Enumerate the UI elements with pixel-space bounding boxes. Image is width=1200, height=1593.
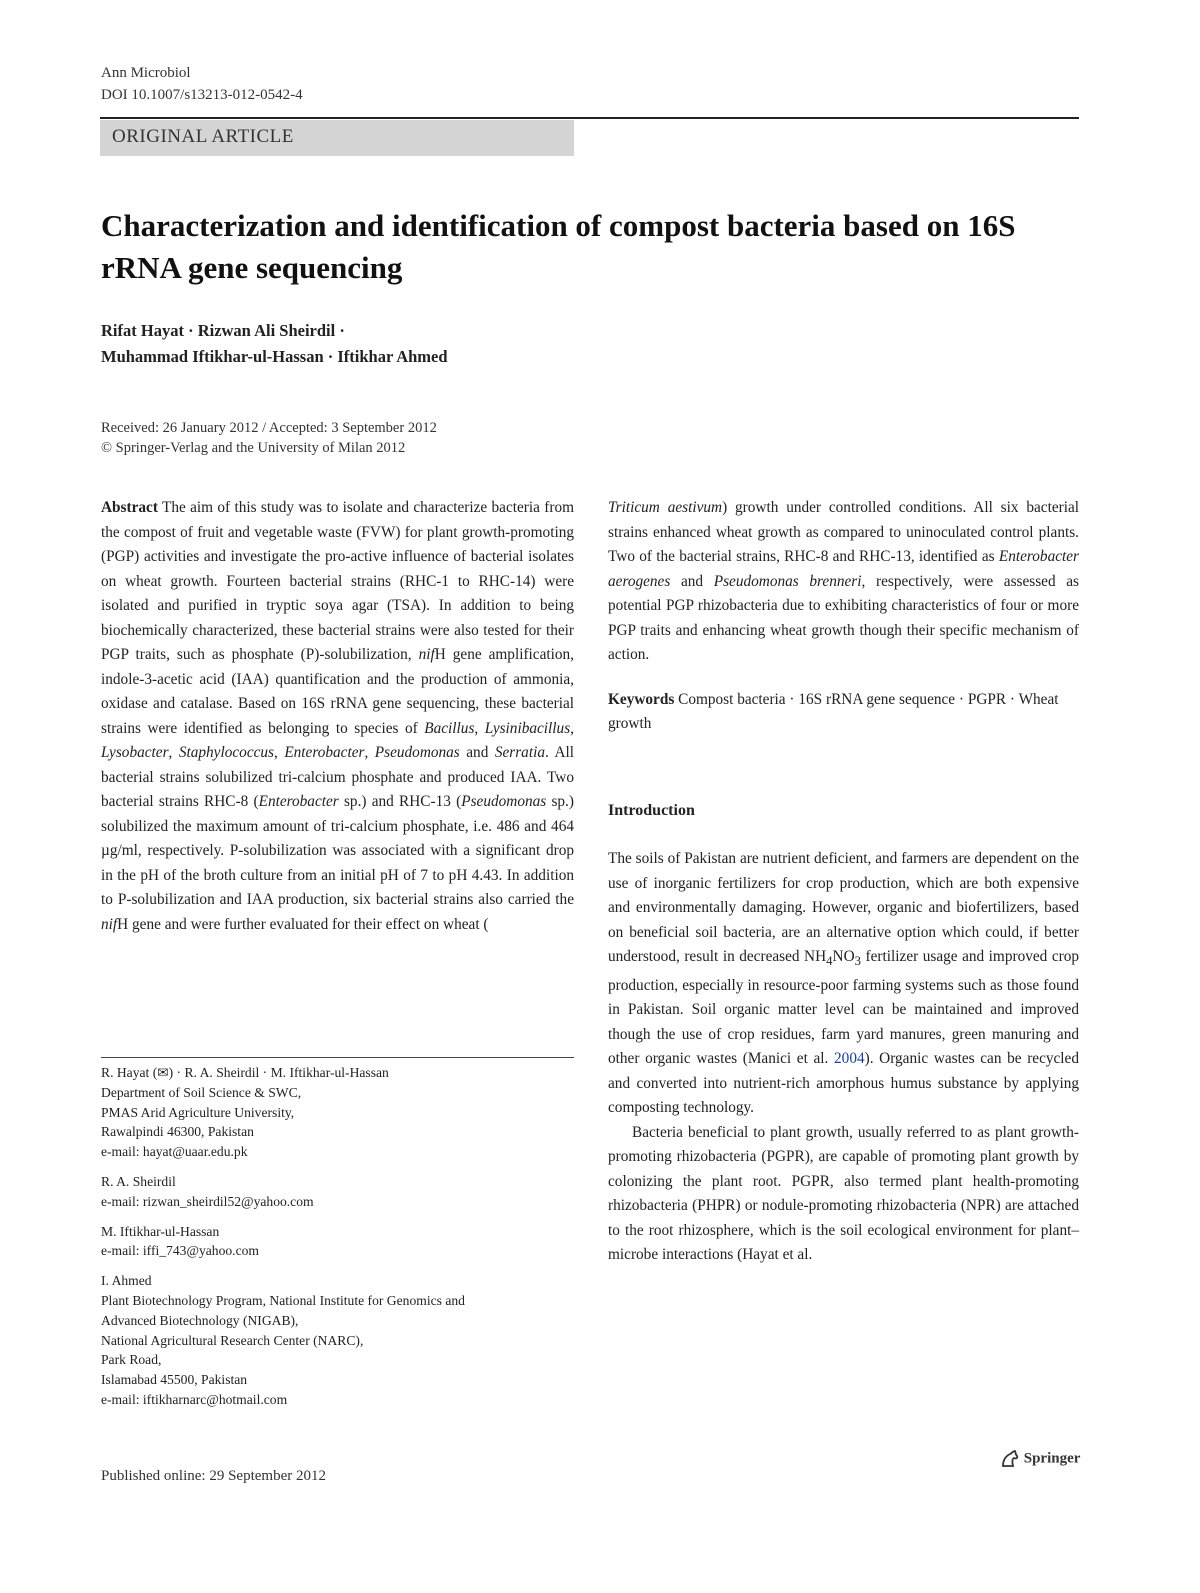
reference-link-manici-2004[interactable]: 2004 — [834, 1050, 865, 1068]
abstract-label: Abstract — [101, 499, 158, 516]
article-type-banner — [100, 120, 574, 156]
received-accepted: Received: 26 January 2012 / Accepted: 3 September 2012 — [101, 420, 437, 436]
springer-logo — [1000, 1450, 1080, 1468]
keywords-label: Keywords — [608, 690, 675, 708]
author-list — [101, 318, 801, 370]
abstract-text: Abstract The aim of this study was to isolate and characterize bacteria from the compost of fruit and vegetable waste (FVW) for plant growth-promoting (PGP) activities and investigate the pro-active influence of bacterial isolates on wheat growth. Fourteen bacterial strains (RHC-1 to RHC-14) were isolated and purified in tryptic soya agar (TSA). In addition to being biochemically characterized, these bacterial strains were also tested for their PGP traits, such as phosphate (P)-solubilization, nifH gene amplification, indole-3-acetic acid (IAA) quantification and the production of ammonia, oxidase and catalase. Based on 16S rRNA gene sequencing, these bacterial strains were identified as belonging to species of Bacillus, Lysinibacillus, Lysobacter, Staphylococcus, Enterobacter, Pseudomonas and Serratia. All bacterial strains solubilized tri-calcium phosphate and produced IAA. Two bacterial strains RHC-8 (Enterobacter sp.) and RHC-13 (Pseudomonas sp.) solubilized the maximum amount of tri-calcium phosphate, i.e. 486 and 464 µg/ml, respectively. P-solubilization was associated with a significant drop in the pH of the broth culture from an initial pH of 7 to pH 4.43. In addition to P-solubilization and IAA production, six bacterial strains also carried the nifH gene and were further evaluated for their effect on wheat ( — [101, 499, 575, 933]
introduction-paragraph-2: Bacteria beneficial to plant growth, usually referred to as plant growth-promoting rhizobacteria (PGPR), are capable of promoting plant growth by colonizing the plant root. PGPR, also termed plant health-promoting rhizobacteria (PHPR) or nodule-promoting rhizobacteria (NPR) are attached to the root rhizosphere, which is the soil ecological environment for plant–microbe interactions (Hayat et al. — [608, 1123, 1079, 1264]
footnote-rule — [101, 1057, 574, 1058]
springer-horse-icon — [1000, 1450, 1020, 1468]
affiliations — [101, 1063, 574, 1420]
journal-name: Ann Microbiol — [101, 65, 191, 81]
article-dates — [101, 418, 801, 458]
introduction-paragraph-1: The soils of Pakistan are nutrient deficient, and farmers are dependent on the use of inorganic fertilizers for crop production, which are both expensive and environmentally damaging. However, organic and biofertilizers, based on beneficial soil bacteria, are an alternative option which could, if better understood, result in decreased $NH_4NO_3$ fertilizer usage and improved crop production, especially in resource-poor farming systems such as those found in Pakistan. Soil organic matter level can be maintained and improved though the use of crop residues, farm yard manures, green manuring and other organic wastes (Manici et al. 2004). Organic wastes can be recycled and converted into nutrient-rich amorphous humus substance by applying composting technology. — [608, 850, 1079, 1117]
article-type: ORIGINAL ARTICLE — [112, 126, 294, 147]
article-title: Characterization and identification of compost bacteria based on 16S rRNA gene sequencing — [101, 208, 1016, 285]
doi: DOI 10.1007/s13213-012-0542-4 — [101, 87, 303, 103]
email-iftikhar-ul-hassan[interactable]: e-mail: iffi_743@yahoo.com — [101, 1243, 259, 1259]
affiliation-3: M. Iftikhar-ul-Hassan e-mail: iffi_743@yahoo.com — [101, 1222, 574, 1262]
abstract-continuation: Triticum aestivum) growth under controlled conditions. All six bacterial strains enhanced wheat growth as compared to uninoculated control plants. Two of the bacterial strains, RHC-8 and RHC-13, identified as Enterobacter aerogenes and Pseudomonas brenneri, respectively, were assessed as potential PGP rhizobacteria due to exhibiting characteristics of four or more PGP traits and enhancing wheat growth though their specific mechanism of action. — [608, 499, 1080, 663]
publisher-name: Springer — [1023, 1450, 1081, 1467]
email-sheirdil[interactable]: e-mail: rizwan_sheirdil52@yahoo.com — [101, 1193, 314, 1209]
copyright: © Springer-Verlag and the University of Milan 2012 — [101, 440, 406, 456]
email-ahmed[interactable]: e-mail: iftikharnarc@hotmail.com — [101, 1391, 288, 1407]
email-hayat[interactable]: e-mail: hayat@uaar.edu.pk — [101, 1144, 248, 1160]
keywords-text: Compost bacteria · 16S rRNA gene sequence · PGPR · Wheat growth — [608, 690, 1059, 732]
keywords — [608, 688, 1079, 737]
affiliation-1: R. Hayat (✉) · R. A. Sheirdil · M. Iftikhar-ul-Hassan Department of Soil Science & SWC, PMAS Arid Agriculture University, Rawalpindi 46300, Pakistan e-mail: hayat@uaar.edu.pk — [101, 1063, 574, 1162]
authors-line-1: Rifat Hayat · Rizwan Ali Sheirdil · — [101, 321, 345, 340]
affiliation-4: I. Ahmed Plant Biotechnology Program, National Institute for Genomics and Advanced Biotechnology (NIGAB), National Agricultural Research Center (NARC), Park Road, Islamabad 45500, Pakistan e-mail: iftikharnarc@hotmail.com — [101, 1271, 574, 1410]
published-online: Published online: 29 September 2012 — [101, 1468, 326, 1484]
left-column — [101, 496, 574, 937]
authors-line-2: Muhammad Iftikhar-ul-Hassan · Iftikhar Ahmed — [101, 347, 448, 366]
right-column — [608, 496, 1079, 1268]
header-rule — [100, 117, 1079, 119]
introduction-heading: Introduction — [608, 801, 695, 819]
affiliation-2: R. A. Sheirdil e-mail: rizwan_sheirdil52@yahoo.com — [101, 1172, 574, 1212]
